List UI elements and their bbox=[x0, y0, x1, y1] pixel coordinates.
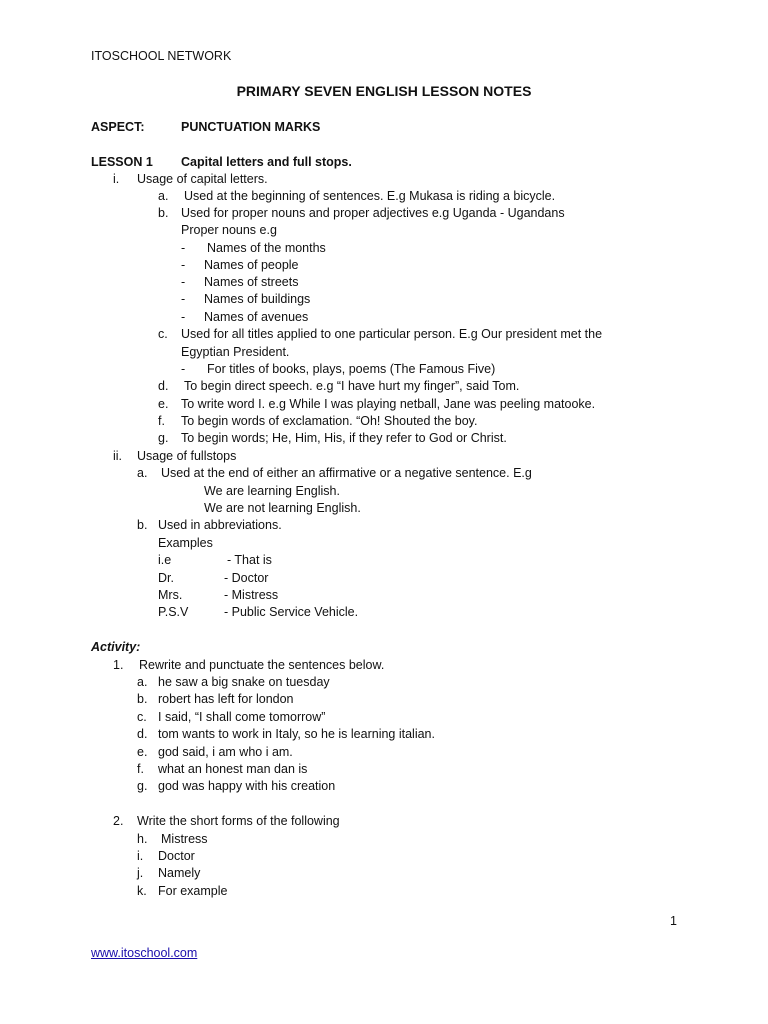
dash-marker: - bbox=[181, 292, 186, 306]
list-item: Used in abbreviations. bbox=[158, 518, 282, 532]
abbreviation-meaning: - That is bbox=[227, 553, 272, 567]
abbreviation: P.S.V bbox=[158, 605, 189, 619]
section-heading: Usage of capital letters. bbox=[137, 172, 268, 186]
list-item: Namely bbox=[158, 866, 201, 880]
list-marker: h. bbox=[137, 832, 148, 846]
aspect-label: ASPECT: bbox=[91, 120, 145, 134]
example-sentence: We are not learning English. bbox=[204, 501, 361, 515]
list-item: Used at the beginning of sentences. E.g Mukasa is riding a bicycle. bbox=[184, 189, 556, 203]
question-text: Rewrite and punctuate the sentences below. bbox=[139, 658, 385, 672]
list-item: god said, i am who i am. bbox=[158, 745, 293, 759]
list-marker: g. bbox=[137, 779, 148, 793]
list-marker: a. bbox=[158, 189, 169, 203]
question-number: 1. bbox=[113, 658, 124, 672]
dash-marker: - bbox=[181, 258, 186, 272]
abbreviation: i.e bbox=[158, 553, 172, 567]
website-link[interactable]: www.itoschool.com bbox=[91, 946, 198, 960]
list-item: god was happy with his creation bbox=[158, 779, 336, 793]
list-marker: c. bbox=[137, 710, 147, 724]
dash-marker: - bbox=[181, 241, 186, 255]
page-number: 1 bbox=[670, 914, 677, 928]
abbreviation-meaning: - Mistress bbox=[224, 588, 279, 602]
list-marker: e. bbox=[158, 397, 169, 411]
list-item: To begin direct speech. e.g “I have hurt my finger”, said Tom. bbox=[184, 379, 520, 393]
list-item: Doctor bbox=[158, 849, 195, 863]
dash-marker: - bbox=[181, 310, 186, 324]
list-item: Mistress bbox=[161, 832, 208, 846]
list-item: Proper nouns e.g bbox=[181, 223, 277, 237]
list-item: Used for all titles applied to one particular person. E.g Our president met the bbox=[181, 327, 603, 341]
list-item: To begin words; He, Him, His, if they refer to God or Christ. bbox=[181, 431, 507, 445]
list-item: Names of streets bbox=[204, 275, 299, 289]
list-item: Egyptian President. bbox=[181, 345, 290, 359]
list-item: Used at the end of either an affirmative or a negative sentence. E.g bbox=[161, 466, 532, 480]
dash-marker: - bbox=[181, 362, 186, 376]
list-marker: b. bbox=[158, 206, 169, 220]
list-item: I said, “I shall come tomorrow” bbox=[158, 710, 326, 724]
section-heading: Usage of fullstops bbox=[137, 449, 237, 463]
example-sentence: We are learning English. bbox=[204, 484, 340, 498]
list-item: tom wants to work in Italy, so he is learning italian. bbox=[158, 727, 435, 741]
list-item: For titles of books, plays, poems (The Famous Five) bbox=[207, 362, 496, 376]
examples-label: Examples bbox=[158, 536, 213, 550]
list-item: For example bbox=[158, 884, 228, 898]
abbreviation-meaning: - Public Service Vehicle. bbox=[224, 605, 359, 619]
question-text: Write the short forms of the following bbox=[137, 814, 340, 828]
header-org: ITOSCHOOL NETWORK bbox=[91, 49, 232, 63]
list-item: Names of people bbox=[204, 258, 299, 272]
list-marker: a. bbox=[137, 466, 148, 480]
lesson-title: Capital letters and full stops. bbox=[181, 155, 352, 169]
list-item: he saw a big snake on tuesday bbox=[158, 675, 330, 689]
list-item: To write word I. e.g While I was playing netball, Jane was peeling matooke. bbox=[181, 397, 596, 411]
abbreviation: Dr. bbox=[158, 571, 174, 585]
activity-label: Activity: bbox=[91, 640, 141, 654]
list-marker: a. bbox=[137, 675, 148, 689]
section-numeral: i. bbox=[113, 172, 120, 186]
list-marker: d. bbox=[158, 379, 169, 393]
list-item: what an honest man dan is bbox=[158, 762, 308, 776]
list-item: To begin words of exclamation. “Oh! Shouted the boy. bbox=[181, 414, 478, 428]
list-item: Names of buildings bbox=[204, 292, 311, 306]
abbreviation: Mrs. bbox=[158, 588, 183, 602]
aspect-value: PUNCTUATION MARKS bbox=[181, 120, 321, 134]
list-marker: b. bbox=[137, 692, 148, 706]
list-marker: d. bbox=[137, 727, 148, 741]
list-marker: j. bbox=[137, 866, 144, 880]
question-number: 2. bbox=[113, 814, 124, 828]
abbreviation-meaning: - Doctor bbox=[224, 571, 269, 585]
dash-marker: - bbox=[181, 275, 186, 289]
list-marker: g. bbox=[158, 431, 169, 445]
list-marker: i. bbox=[137, 849, 144, 863]
list-item: Used for proper nouns and proper adjectives e.g Uganda - Ugandans bbox=[181, 206, 565, 220]
list-marker: f. bbox=[137, 762, 144, 776]
list-item: robert has left for london bbox=[158, 692, 294, 706]
list-item: Names of avenues bbox=[204, 310, 309, 324]
lesson-label: LESSON 1 bbox=[91, 155, 153, 169]
list-marker: k. bbox=[137, 884, 147, 898]
list-marker: c. bbox=[158, 327, 168, 341]
list-marker: b. bbox=[137, 518, 148, 532]
list-marker: f. bbox=[158, 414, 165, 428]
list-marker: e. bbox=[137, 745, 148, 759]
list-item: Names of the months bbox=[207, 241, 326, 255]
page-title: PRIMARY SEVEN ENGLISH LESSON NOTES bbox=[236, 83, 532, 99]
section-numeral: ii. bbox=[113, 449, 123, 463]
